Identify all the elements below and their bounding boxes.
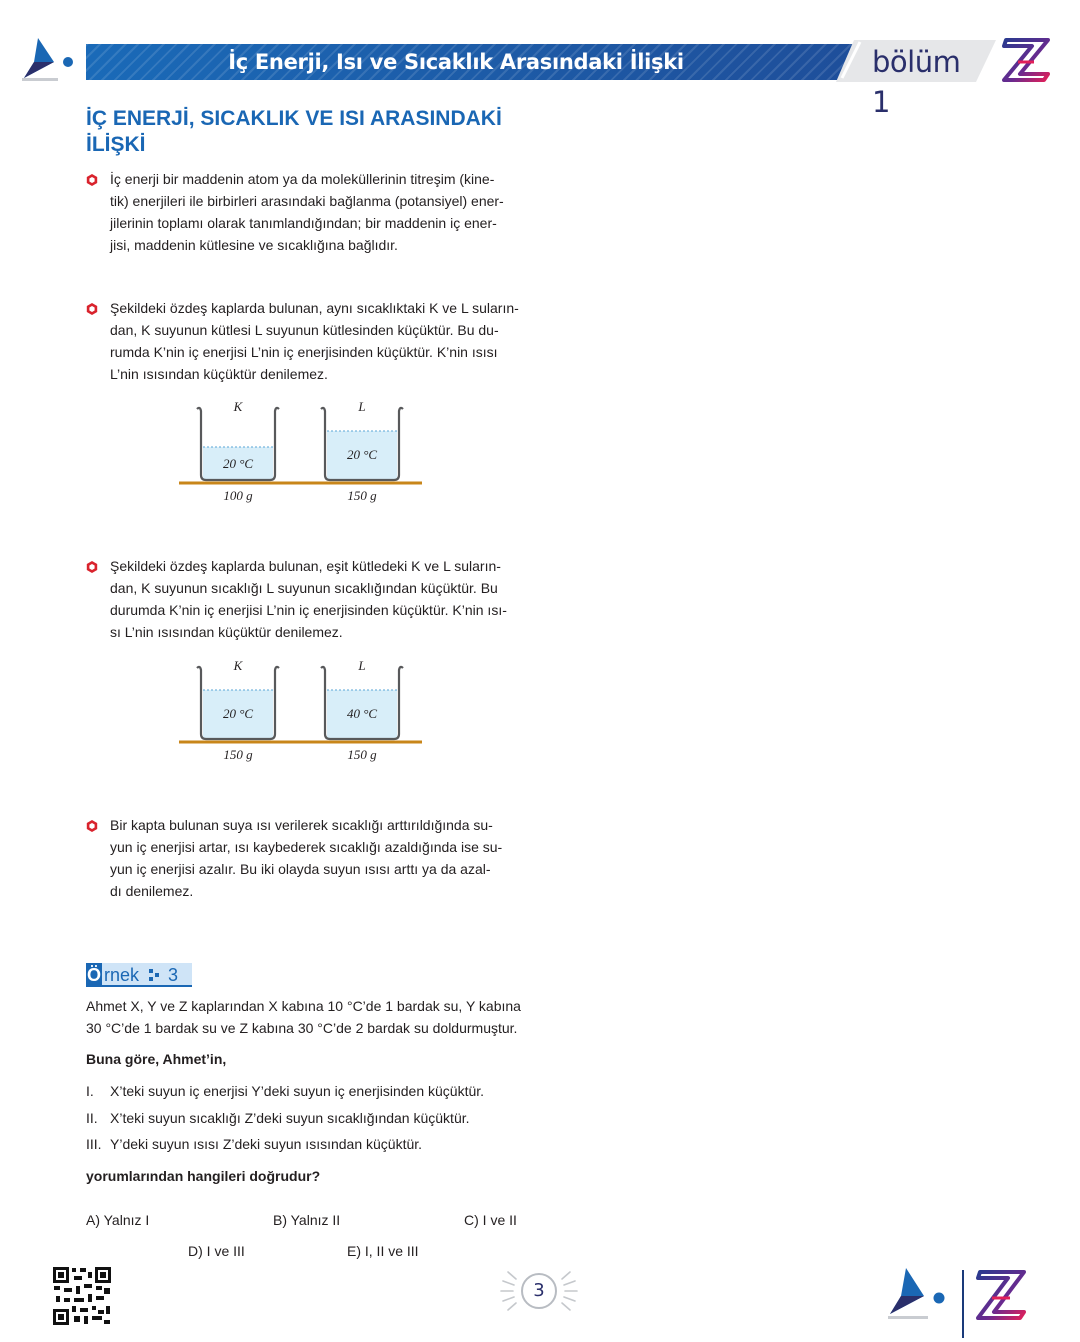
beaker-left-mass: 100 g [223, 488, 253, 503]
paragraph-same-mass [110, 555, 520, 643]
paragraph-line: tik) enerjileri ile birbirleri arasındaki bağlanma (potansiyel) ener- [110, 193, 504, 209]
beakers-drawing [175, 395, 430, 490]
statement-2-number: II. [86, 1110, 98, 1126]
bullet-hexagon-icon [86, 174, 98, 186]
example-stem-line: 30 °C’de 1 bardak su ve Z kabına 30 °C’de 2 bardak su doldurmuştur. [86, 1020, 518, 1036]
option-b[interactable]: B) Yalnız II [273, 1212, 341, 1228]
publisher-logo-icon [18, 36, 78, 82]
paragraph-internal-energy [110, 168, 520, 256]
statement-1-number: I. [86, 1083, 94, 1099]
page-number: 3 [521, 1273, 557, 1309]
figure-beakers-2 [175, 654, 430, 769]
paragraph-same-temperature [110, 297, 520, 385]
figure-beakers-1 [175, 395, 430, 510]
beaker-right-name: L [358, 399, 366, 414]
beaker-left-mass: 150 g [223, 747, 253, 762]
option-a[interactable]: A) Yalnız I [86, 1212, 150, 1228]
beaker-left-name: K [233, 399, 243, 414]
z-brand-logo-footer-icon [974, 1268, 1030, 1322]
page-heading [86, 106, 526, 158]
example-stem-line: Ahmet X, Y ve Z kaplarından X kabına 10 °C’de 1 bardak su, Y kabına [86, 998, 521, 1014]
footer-divider [962, 1270, 964, 1338]
option-c[interactable]: C) I ve II [464, 1212, 517, 1228]
beaker-right-name: L [358, 658, 366, 673]
section-label: bölüm 1 [872, 45, 961, 119]
bullet-hexagon-icon [86, 820, 98, 832]
example-number: 3 [168, 965, 179, 985]
option-e[interactable]: E) I, II ve III [347, 1243, 419, 1259]
z-brand-logo-icon [1000, 36, 1054, 84]
paragraph-line: yun iç enerjisi artar, ısı kaybederek sıcaklığı azaldığında ise su- [110, 839, 503, 855]
paragraph-line: durumda K’nin iç enerjisi L’nin iç enerjisinden küçüktür. K’nin ısı- [110, 602, 507, 618]
page-heading-line: İÇ ENERJİ, SICAKLIK VE ISI ARASINDAKİ [86, 107, 502, 130]
statement-1-text: X’teki suyun iç enerjisi Y’deki suyun iç enerjisinden küçüktür. [110, 1083, 485, 1099]
beaker-right-temp: 20 °C [346, 447, 378, 462]
paragraph-line: Şekildeki özdeş kaplarda bulunan, eşit kütledeki K ve L suların- [110, 558, 501, 574]
paragraph-line: İç enerji bir maddenin atom ya da moleküllerinin titreşim (kine- [110, 171, 495, 187]
beaker-right-mass: 150 g [347, 488, 377, 503]
example-label-text: rnek [104, 965, 140, 985]
option-d[interactable]: D) I ve III [188, 1243, 245, 1259]
paragraph-line: dan, K suyunun sıcaklığı L suyunun sıcaklığından küçüktür. Bu [110, 580, 498, 596]
paragraph-line: rumda K’nin iç enerjisi L’nin iç enerjisinden küçüktür. K’nin ısısı [110, 344, 498, 360]
example-stem [86, 995, 526, 1039]
header-title: İç Enerji, Isı ve Sıcaklık Arasındaki İlişki [228, 50, 684, 74]
beaker-left-temp: 20 °C [222, 456, 254, 471]
paragraph-line: jisi, maddenin kütlesine ve sıcaklığına bağlıdır. [110, 237, 398, 253]
statement-3-number: III. [86, 1136, 102, 1152]
paragraph-line: L’nin ısısından küçüktür denilemez. [110, 366, 328, 382]
paragraph-line: dı denilemez. [110, 883, 194, 899]
example-dots-icon [148, 968, 160, 982]
beaker-left-name: K [233, 658, 243, 673]
beakers-drawing [175, 654, 430, 749]
paragraph-heat-transfer [110, 814, 520, 902]
example-label-initial: Ö [86, 965, 101, 985]
bullet-hexagon-icon [86, 561, 98, 573]
example-question: yorumlarından hangileri doğrudur? [86, 1168, 321, 1184]
paragraph-line: Şekildeki özdeş kaplarda bulunan, aynı sıcaklıktaki K ve L suların- [110, 300, 519, 316]
bullet-hexagon-icon [86, 303, 98, 315]
paragraph-line: yun iç enerjisi azalır. Bu iki olayda suyun ısısı arttı ya da azal- [110, 861, 491, 877]
publisher-logo-footer-icon [884, 1266, 948, 1322]
statement-3-text: Y’deki suyun ısısı Z’deki suyun ısısından küçüktür. [110, 1136, 423, 1152]
beaker-right-temp: 40 °C [346, 706, 378, 721]
paragraph-line: sı L’nin ısısından küçüktür denilemez. [110, 624, 343, 640]
beaker-left-temp: 20 °C [222, 706, 254, 721]
qr-code-icon[interactable] [52, 1266, 112, 1326]
beaker-right-mass: 150 g [347, 747, 377, 762]
paragraph-line: Bir kapta bulunan suya ısı verilerek sıcaklığı arttırıldığında su- [110, 817, 493, 833]
example-lead: Buna göre, Ahmet’in, [86, 1051, 227, 1067]
page-heading-line: İLİŞKİ [86, 133, 146, 156]
paragraph-line: dan, K suyunun kütlesi L suyunun kütlesinden küçüktür. Bu du- [110, 322, 499, 338]
statement-2-text: X’teki suyun sıcaklığı Z’deki suyun sıcaklığından küçüktür. [110, 1110, 470, 1126]
paragraph-line: jilerinin toplamı olarak tanımlandığından; bir maddenin iç ener- [110, 215, 497, 231]
